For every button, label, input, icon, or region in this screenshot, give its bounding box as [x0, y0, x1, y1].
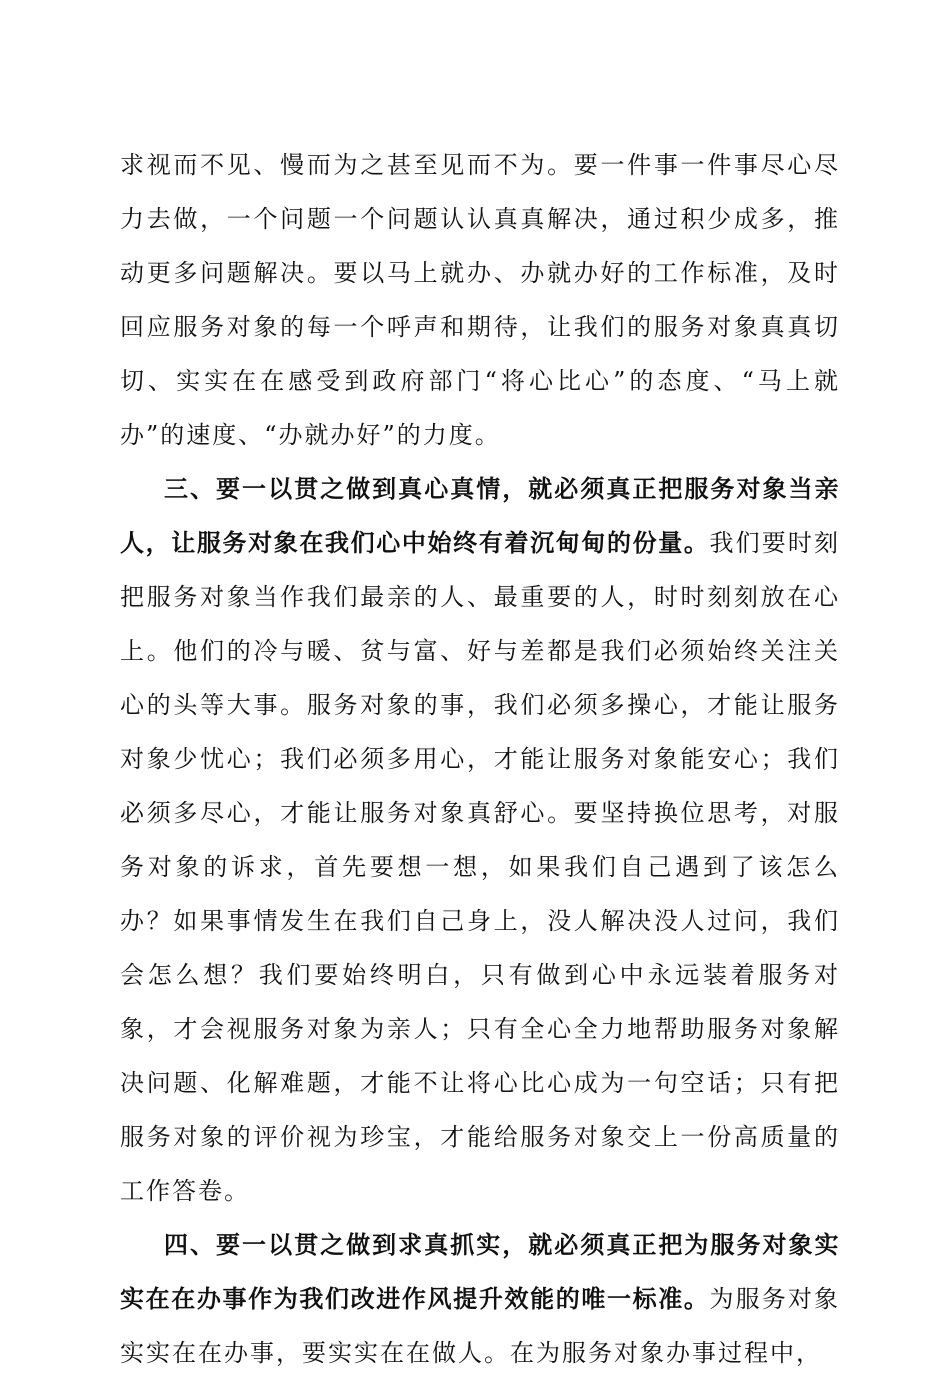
paragraph-continuation	[120, 138, 840, 462]
paragraph-section-three	[120, 462, 840, 1218]
paragraph-text: 为服务对象实实在在办事，要实实在在做人。在为服务对象办事过程中，	[120, 1285, 841, 1367]
section-four-heading: 四、要一以贯之做到求真抓实，就必须真正把为服务对象实实在在办事作为我们改进作风提升效能的唯一标准。	[120, 1231, 840, 1313]
paragraph-section-four	[120, 1218, 840, 1380]
paragraph-text: 我们要时刻把服务对象当作我们最亲的人、最重要的人，时时刻刻放在心上。他们的冷与暖、贫与富、好与差都是我们必须始终关注关心的头等大事。服务对象的事，我们必须多操心，才能让服务对象少忧心；我们必须多用心，才能让服务对象能安心；我们必须多尽心，才能让服务对象真舒心。要坚持换位思考，对服务对象的诉求，首先要想一想，如果我们自己遇到了该怎么办？如果事情发生在我们自己身上，没人解决没人过问，我们会怎么想？我们要始终明白，只有做到心中永远装着服务对象，才会视服务对象为亲人；只有全心全力地帮助服务对象解决问题、化解难题，才能不让将心比心成为一句空话；只有把服务对象的评价视为珍宝，才能给服务对象交上一份高质量的工作答卷。	[120, 529, 841, 1205]
document-body	[120, 138, 840, 1380]
paragraph-text: 求视而不见、慢而为之甚至见而不为。要一件事一件事尽心尽力去做，一个问题一个问题认认真真解决，通过积少成多，推动更多问题解决。要以马上就办、办就办好的工作标准，及时回应服务对象的每一个呼声和期待，让我们的服务对象真真切切、实实在在感受到政府部门“将心比心”的态度、“马上就办”的速度、“办就办好”的力度。	[120, 151, 840, 449]
section-three-heading: 三、要一以贯之做到真心真情，就必须真正把服务对象当亲人，让服务对象在我们心中始终有着沉甸甸的份量。	[120, 475, 840, 557]
